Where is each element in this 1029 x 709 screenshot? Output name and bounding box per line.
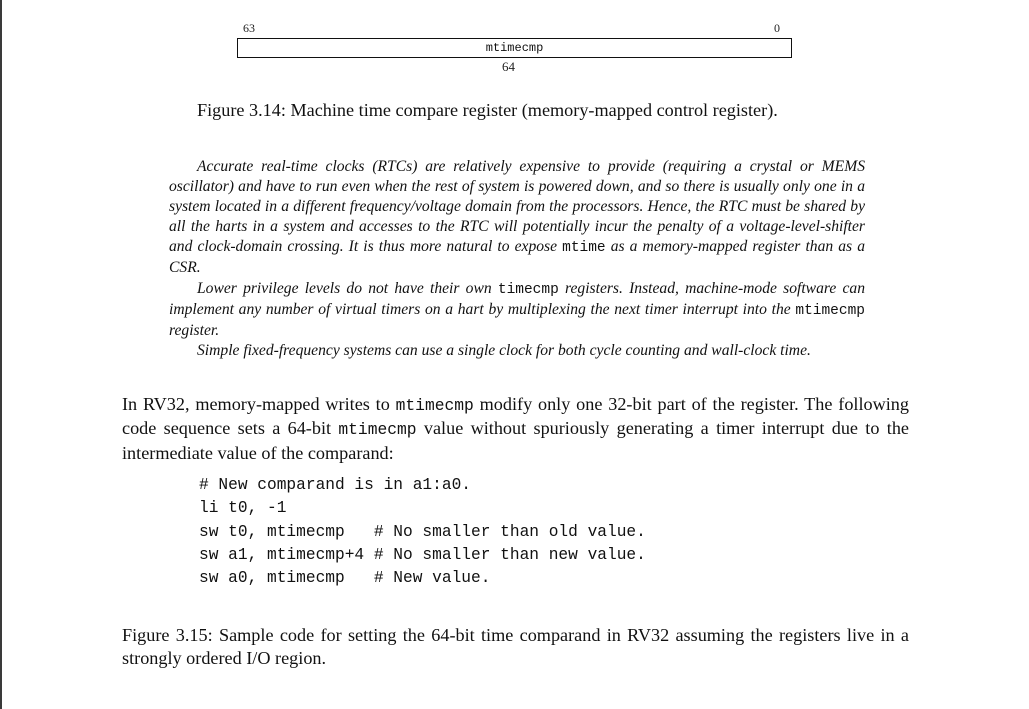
inline-code-mtime: mtime [562,240,606,257]
code-line: sw a1, mtimecmp+4 # No smaller than new value. [199,545,646,564]
commentary-paragraph-3: Simple fixed-frequency systems can use a single clock for both cycle counting and wall-clock time. [197,341,811,359]
body-paragraph [122,393,909,464]
commentary-paragraph-2 [169,279,865,341]
inline-code-mtimecmp: mtimecmp [338,420,417,440]
commentary-paragraph-1 [169,157,865,279]
figure-3-14-caption: Figure 3.14: Machine time compare register (memory-mapped control register). [197,100,778,120]
register-field-width: 64 [502,59,515,74]
code-line: sw a0, mtimecmp # New value. [199,569,491,588]
inline-code-timecmp: timecmp [497,281,559,298]
commentary-block [169,157,865,361]
code-line: li t0, -1 [199,499,287,518]
register-field-box [237,38,792,58]
code-listing [199,474,646,590]
commentary-text: Lower privilege levels do not have their own [197,279,498,297]
commentary-text: registers. Instead, machine-mode software can implement any number of virtual timers on a hart by multiplexing the next timer interrupt into the [169,279,865,318]
body-text [122,393,909,464]
body-text-part: In RV32, memory-mapped writes to [122,394,396,414]
register-field-name: mtimecmp [485,41,544,55]
code-line: sw t0, mtimecmp # No smaller than old value. [199,522,646,541]
register-low-bit-label: 0 [774,21,780,35]
inline-code-mtimecmp: mtimecmp [395,396,474,415]
body-text-part: modify only one 32-bit part of the register. The following code sequence sets a 64-bit [122,394,909,439]
body-text-part: value without spuriously generating a timer interrupt due to the intermediate value of the comparand: [122,418,909,463]
register-high-bit-label: 63 [243,21,255,35]
figure-3-15-caption: Figure 3.15: Sample code for setting the 64-bit time comparand in RV32 assuming the registers live in a strongly ordered I/O region. [122,625,909,668]
commentary-text: Accurate real-time clocks (RTCs) are relatively expensive to provide (requiring a crystal or MEMS oscillator) and have to run even when the rest of system is powered down, and so there is usually only one in a system located in a different frequency/voltage domain from the processors. Hence, the RTC must be shared by all the harts in a system and accesses to the RTC will potentially incur the penalty of a voltage-level-shifter and clock-domain crossing. It is thus more natural to expose [169,158,865,256]
commentary-text: register. [169,321,220,339]
commentary-text: as a memory-mapped register than as a CSR. [169,238,865,277]
code-line: # New comparand is in a1:a0. [199,476,471,494]
inline-code-mtimecmp: mtimecmp [795,302,865,319]
